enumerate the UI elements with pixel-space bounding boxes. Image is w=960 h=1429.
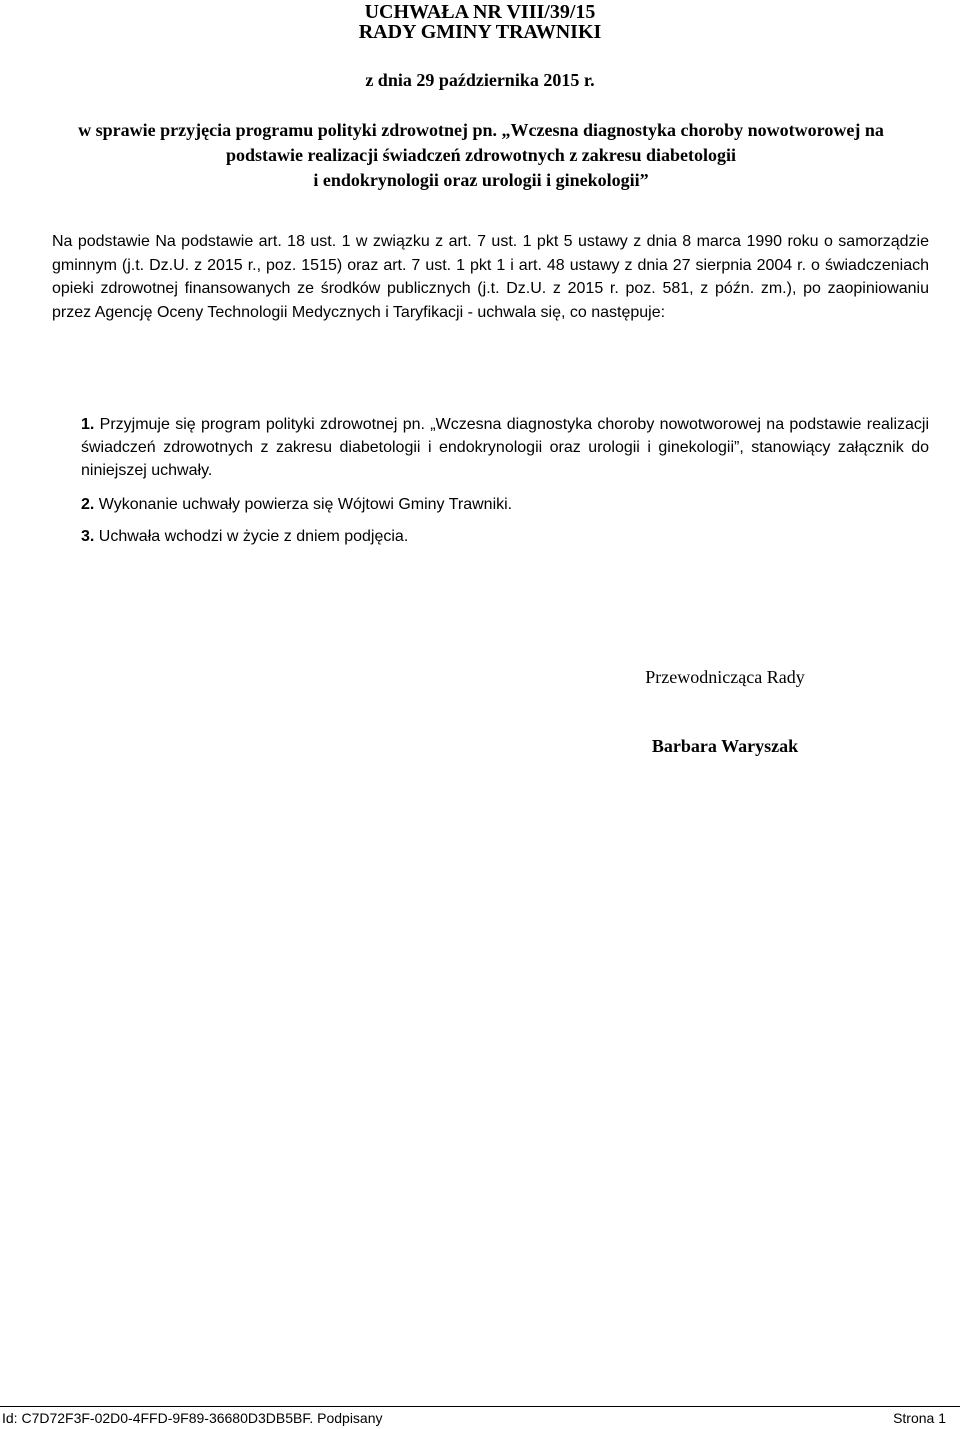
paragraph-2 [31,493,929,516]
resolution-subject [52,118,910,193]
paragraph-3 [31,525,929,548]
page-number: Strona 1 [893,1410,946,1426]
subject-line: i endokrynologii oraz urologii i ginekologii” [313,170,649,190]
paragraph-text: Przyjmuje się program polityki zdrowotnej pn. „Wczesna diagnostyka choroby nowotworowej na podstawie realizacji świadczeń zdrowotnych z zakresu diabetologii i endokrynologii oraz urologii i ginekologii”, stanowiący załącznik do niniejszej uchwały. [81,416,929,479]
legal-basis-preamble [31,230,929,325]
paragraph-text: Wykonanie uchwały powierza się Wójtowi Gminy Trawniki. [94,496,513,513]
paragraph-number: 2. [81,496,95,513]
paragraph-number: 1. [81,416,95,433]
signatory-role: Przewodnicząca Rady [645,667,805,687]
resolution-date: z dnia 29 października 2015 r. [365,70,595,90]
resolution-number: UCHWAŁA NR VIII/39/15 [364,1,596,23]
subject-line: podstawie realizacji świadczeń zdrowotnych z zakresu diabetologii [226,145,736,165]
council-name: RADY GMINY TRAWNIKI [358,21,602,43]
page-footer [0,1406,960,1429]
paragraph-1 [31,413,929,482]
paragraph-text: Uchwała wchodzi w życie z dniem podjęcia. [94,528,409,545]
subject-line: w sprawie przyjęcia programu polityki zdrowotnej pn. „Wczesna diagnostyka choroby nowotworowej na [78,120,884,140]
preamble-text: Na podstawie Na podstawie art. 18 ust. 1 w związku z art. 7 ust. 1 pkt 5 ustawy z dnia 8 marca 1990 roku o samorządzie gminnym (j.t. Dz.U. z 2015 r., poz. 1515) oraz art. 7 ust. 1 pkt 1 i art. 48 ustawy z dnia 27 sierpnia 2004 r. o świadczeniach opieki zdrowotnej finansowanych ze środków publicznych (j.t. Dz.U. z 2015 r. poz. 581, z późn. zm.), po zaopiniowaniu przez Agencję Oceny Technologii Medycznych i Taryfikacji - uchwala się, co następuje: [52,233,929,322]
signatory-name: Barbara Waryszak [651,736,799,756]
paragraph-number: 3. [81,528,95,545]
document-id: Id: C7D72F3F-02D0-4FFD-9F89-36680D3DB5BF. Podpisany [2,1410,383,1426]
